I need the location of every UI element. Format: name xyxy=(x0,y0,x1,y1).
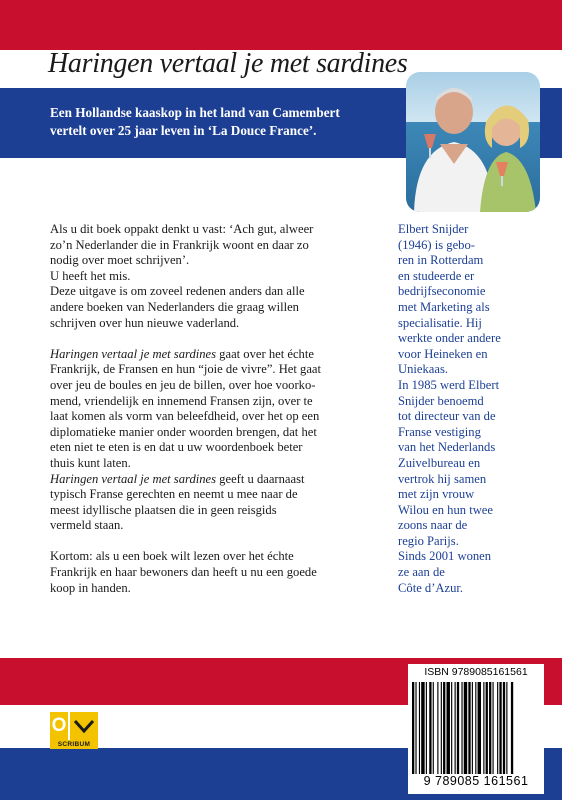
blurb-text: gaat over het échte xyxy=(216,346,314,361)
bio-line: specialisatie. Hij xyxy=(398,315,482,330)
bio-line: Côte d’Azur. xyxy=(398,580,464,595)
book-title: Haringen vertaal je met sardines xyxy=(48,48,408,79)
bio-line: bedrijfseconomie xyxy=(398,284,486,299)
bio-line: met Marketing als xyxy=(398,299,490,314)
flag-stripe-red-top xyxy=(0,0,562,50)
blurb-line: mend, vriendelijk en innemend Fransen zijn, over te xyxy=(50,393,313,408)
bio-line: Snijder benoemd xyxy=(398,393,484,408)
blurb-line: vermeld staan. xyxy=(50,518,124,533)
bio-line: met zijn vrouw xyxy=(398,487,475,502)
bio-line: Zuivelbureau en xyxy=(398,455,481,470)
author-photo xyxy=(406,72,540,212)
blurb-line: nodig over moet schrijven’. xyxy=(50,253,190,268)
bio-line: vertrok hij samen xyxy=(398,471,487,486)
book-title-italic: Haringen vertaal je met sardines xyxy=(50,346,217,361)
blurb-paragraph xyxy=(50,549,372,596)
bio-line: Sinds 2001 wonen xyxy=(398,549,492,564)
blurb-paragraph xyxy=(50,222,372,331)
blurb-line: over jeu de boules en jeu de billen, over hoe voorko- xyxy=(50,377,316,392)
blurb-paragraph xyxy=(50,347,372,472)
isbn-label: ISBN 9789085161561 xyxy=(424,666,528,678)
book-subtitle xyxy=(50,104,400,140)
blurb-line: schrijven over hun nieuwe vaderland. xyxy=(50,315,240,330)
bio-line: werkte onder andere xyxy=(398,331,501,346)
bio-line: Uniekaas. xyxy=(398,362,449,377)
blurb-line: zo’n Nederlander die in Frankrijk woont en daar zo xyxy=(50,237,309,252)
blurb-line: U heeft het mis. xyxy=(50,268,131,283)
isbn-barcode xyxy=(408,664,544,794)
blurb-line: Frankrijk, de Fransen en hun “joie de vivre”. Het gaat xyxy=(50,362,322,377)
logo-label: SCRIBUM xyxy=(50,740,98,749)
blurb-line: Als u dit boek oppakt denkt u vast: ‘Ach gut, alweer xyxy=(50,222,314,236)
bio-line: Elbert Snijder xyxy=(398,222,469,236)
blurb-line: diplomatieke manier onder woorden brengen, dat het xyxy=(50,424,317,439)
bio-line: In 1985 werd Elbert xyxy=(398,377,500,392)
bio-line: voor Heineken en xyxy=(398,346,488,361)
bio-line: tot directeur van de xyxy=(398,409,496,424)
blurb-line: koop in handen. xyxy=(50,580,131,595)
author-photo-image xyxy=(406,72,540,212)
bio-line: ren in Rotterdam xyxy=(398,253,484,268)
subtitle-line: Een Hollandse kaaskop in het land van Camembert xyxy=(50,105,340,120)
blurb-line xyxy=(50,347,372,363)
blurb-line: andere boeken van Nederlanders die graag willen xyxy=(50,299,299,314)
blurb-line: typisch Franse gerechten en neemt u mee naar de xyxy=(50,487,298,502)
bio-line: zoons naar de xyxy=(398,518,468,533)
bio-line: en studeerde er xyxy=(398,268,475,283)
blurb-line: laat komen als vorm van beleefdheid, over het op een xyxy=(50,409,320,424)
blurb-text: geeft u daarnaast xyxy=(216,471,305,486)
bio-line: Franse vestiging xyxy=(398,424,481,439)
book-mark-icon xyxy=(70,712,98,740)
bio-line: Wilou en hun twee xyxy=(398,502,493,517)
blurb-line: Kortom: als u een boek wilt lezen over het échte xyxy=(50,549,294,564)
blurb-line: thuis kunt laten. xyxy=(50,455,131,470)
author-bio xyxy=(398,222,548,596)
publisher-logo xyxy=(50,712,114,748)
bio-line: van het Nederlands xyxy=(398,440,496,455)
logo-letter: O xyxy=(50,712,68,740)
blurb-line: meest idyllische plaatsen die in geen reisgids xyxy=(50,502,277,517)
isbn-digits: 9 789085 161561 xyxy=(423,774,529,788)
barcode-bars xyxy=(412,682,540,774)
book-title-italic: Haringen vertaal je met sardines xyxy=(50,471,217,486)
blurb-line: eten niet te eten is en dat u uw woordenboek beter xyxy=(50,440,303,455)
blurb-line: Deze uitgave is om zoveel redenen anders dan alle xyxy=(50,284,305,299)
blurb-line: Frankrijk en haar bewoners dan heeft u nu een goede xyxy=(50,565,317,580)
blurb-line xyxy=(50,472,372,488)
bio-line: (1946) is gebo- xyxy=(398,237,475,252)
blurb-paragraph xyxy=(50,472,372,534)
bio-line: ze aan de xyxy=(398,565,445,580)
bio-line: regio Parijs. xyxy=(398,533,459,548)
subtitle-line: vertelt over 25 jaar leven in ‘La Douce France’. xyxy=(50,123,317,138)
back-cover-blurb xyxy=(50,222,372,612)
